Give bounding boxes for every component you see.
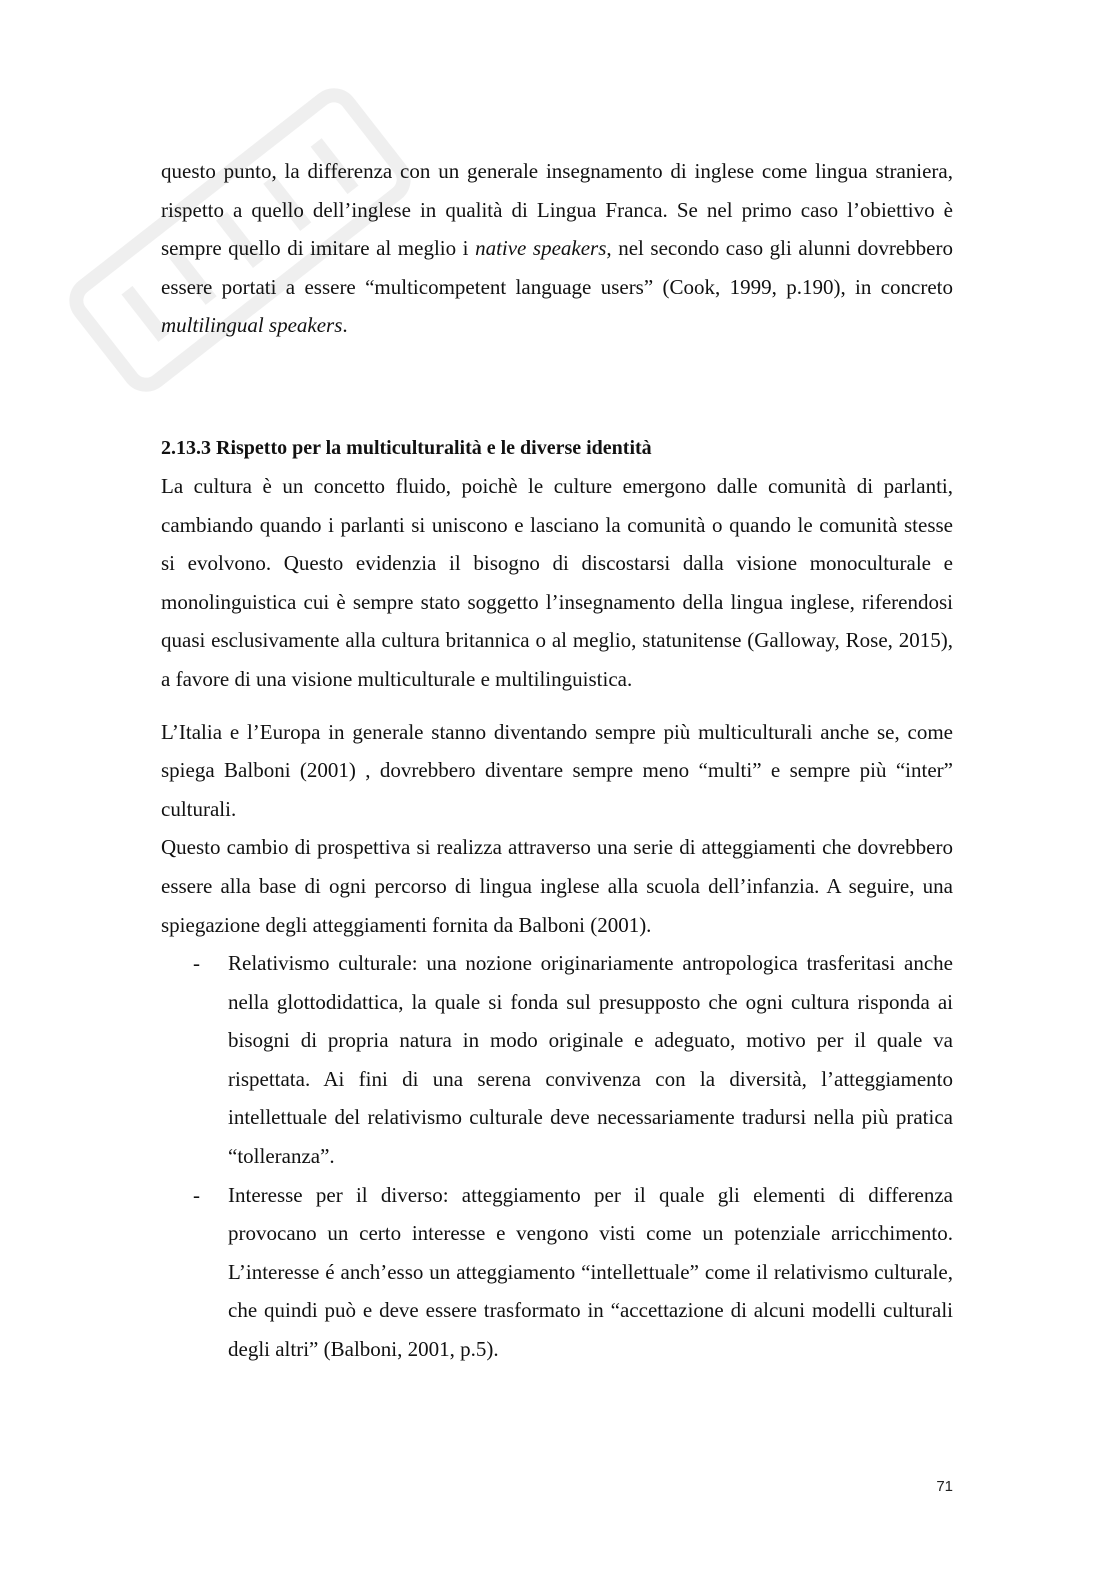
intro-italic-multilingual-speakers: multilingual speakers [161,313,343,338]
list-marker: - [193,951,200,976]
section-paragraph-1: La cultura è un concetto fluido, poichè le culture emergono dalle comunità di parlanti, cambiando quando i parlanti si uniscono e lasciano la comunità o quando le comunità stesse si evolvono. Questo evidenzia il bisogno di discostarsi dalla visione monoculturale e monolinguistica cui è sempre stato soggetto l’insegnamento della lingua inglese, riferendosi quasi esclusivamente alla cultura britannica o al meglio, statunitense (Galloway, Rose, 2015), a favore di una visione multiculturale e multilinguistica. [161,473,953,691]
attitudes-list [161,944,953,1369]
section-heading: 2.13.3 Rispetto per la multiculturalità e le diverse identità [161,436,652,459]
list-item-text: Relativismo culturale: una nozione originariamente antropologica trasferitasi anche nella glottodidattica, la quale si fonda sul presupposto che ogni cultura risponda ai bisogni di propria natura in modo originale e adeguato, motivo per il quale va rispettata. Ai fini di una serena convivenza con la diversità, l’atteggiamento intellettuale del relativismo culturale deve necessariamente tradursi nella più pratica “tolleranza”. [228,951,953,1169]
intro-italic-native-speakers: native speakers [475,236,607,261]
page-content [161,152,953,1369]
intro-text-2: , nel secondo caso gli alunni dovrebbero essere portati a essere “multicompetent language users” (Cook, 1999, p.190), in concreto [161,236,953,299]
intro-paragraph [161,152,953,345]
list-marker: - [193,1182,200,1207]
page-number: 71 [936,1478,953,1495]
list-item-text: Interesse per il diverso: atteggiamento per il quale gli elementi di differenza provocano un certo interesse e vengono visti come un potenziale arricchimento. L’interesse é anch’esso un atteggiamento “intellettuale” come il relativismo culturale, che quindi può e deve essere trasformato in “accettazione di alcuni modelli culturali degli altri” (Balboni, 2001, p.5). [228,1182,953,1362]
section-paragraph-2: L’Italia e l’Europa in generale stanno diventando sempre più multiculturali anche se, come spiega Balboni (2001) , dovrebbero diventare sempre meno “multi” e sempre più “inter” culturali. [161,719,953,821]
list-item [161,944,953,1176]
intro-text-1: questo punto, la differenza con un generale insegnamento di inglese come lingua straniera, rispetto a quello dell’inglese in qualità di Lingua Franca. Se nel primo caso l’obiettivo è sempre quello di imitare al meglio i [161,159,953,261]
list-item [161,1176,953,1369]
intro-text-3: . [342,313,348,338]
section-paragraph-3: Questo cambio di prospettiva si realizza attraverso una serie di atteggiamenti che dovrebbero essere alla base di ogni percorso di lingua inglese alla scuola dell’infanzia. A seguire, una spiegazione degli atteggiamenti fornita da Balboni (2001). [161,835,953,937]
